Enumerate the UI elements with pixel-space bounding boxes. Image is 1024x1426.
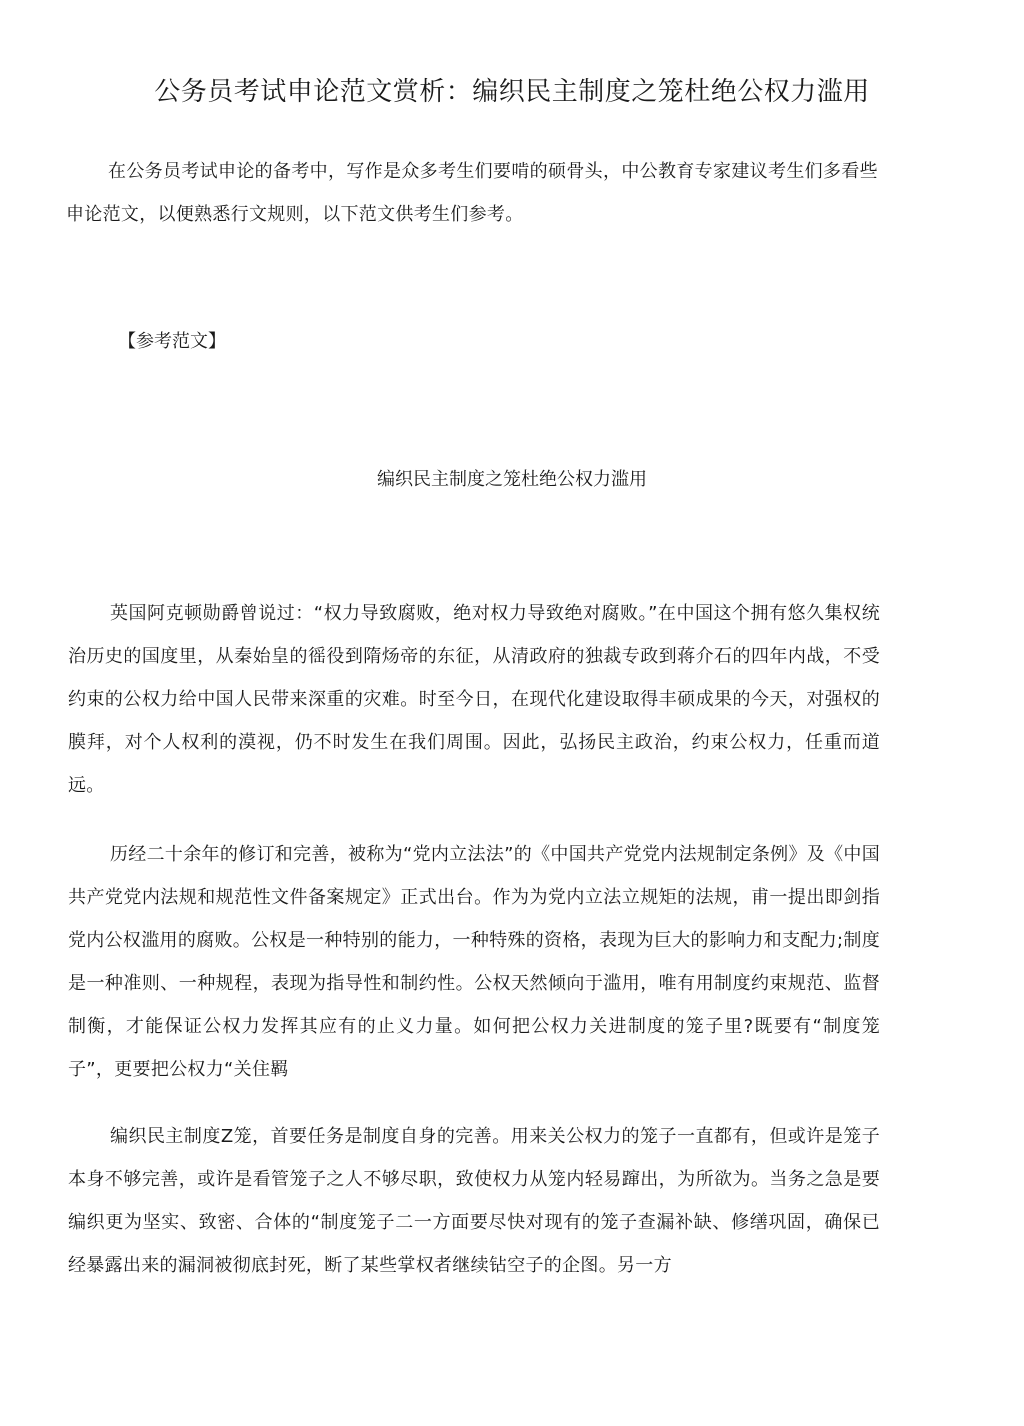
essay-title: 编织民主制度之笼杜绝公权力滥用 xyxy=(377,469,647,490)
essay-paragraph-2: 历经二十余年的修订和完善，被称为“党内立法法”的《中国共产党党内法规制定条例》及《中国共产党党内法规和规范性文件备案规定》正式出台。作为为党内立法立规矩的法规，甫一提出即剑指党内公权滥用的腐败。公权是一种特别的能力，一种特殊的资格，表现为巨大的影响力和支配力;制度是一种准则、一种规程，表现为指导性和制约性。公权天然倾向于滥用，唯有用制度约束规范、监督制衡，才能保证公权力发挥其应有的止义力量。如何把公权力关进制度的笼子里?既要有“制度笼子”，更要把公权力“关住羁 xyxy=(68,844,880,1080)
document-title: 公务员考试申论范文赏析：编织民主制度之笼杜绝公权力滥用 xyxy=(154,77,870,107)
essay-paragraph-1: 英国阿克顿勋爵曾说过：“权力导致腐败，绝对权力导致绝对腐败。”在中国这个拥有悠久集权统治历史的国度里，从秦始皇的徭役到隋炀帝的东征，从清政府的独裁专政到蒋介石的四年内战，不受约束的公权力给中国人民带来深重的灾难。时至今日，在现代化建设取得丰硕成果的今天，对强权的膜拜，对个人权利的漠视，仍不时发生在我们周围。因此，弘扬民主政治，约束公权力，任重而道远。 xyxy=(68,603,880,796)
intro-paragraph: 在公务员考试申论的备考中，写作是众多考生们要啃的硕骨头，中公教育专家建议考生们多看些申论范文，以便熟悉行文规则，以下范文供考生们参考。 xyxy=(66,161,878,225)
essay-paragraph-3: 编织民主制度Z笼，首要任务是制度自身的完善。用来关公权力的笼子一直都有，但或许是笼子本身不够完善，或许是看管笼子之人不够尽职，致使权力从笼内轻易蹿出，为所欲为。当务之急是要编织更为坚实、致密、合体的“制度笼子二一方面要尽快对现有的笼子查漏补缺、修缮巩固，确保已经暴露出来的漏洞被彻底封死，断了某些掌权者继续钻空子的企图。另一方 xyxy=(68,1126,880,1276)
section-label: 【参考范文】 xyxy=(118,331,226,352)
